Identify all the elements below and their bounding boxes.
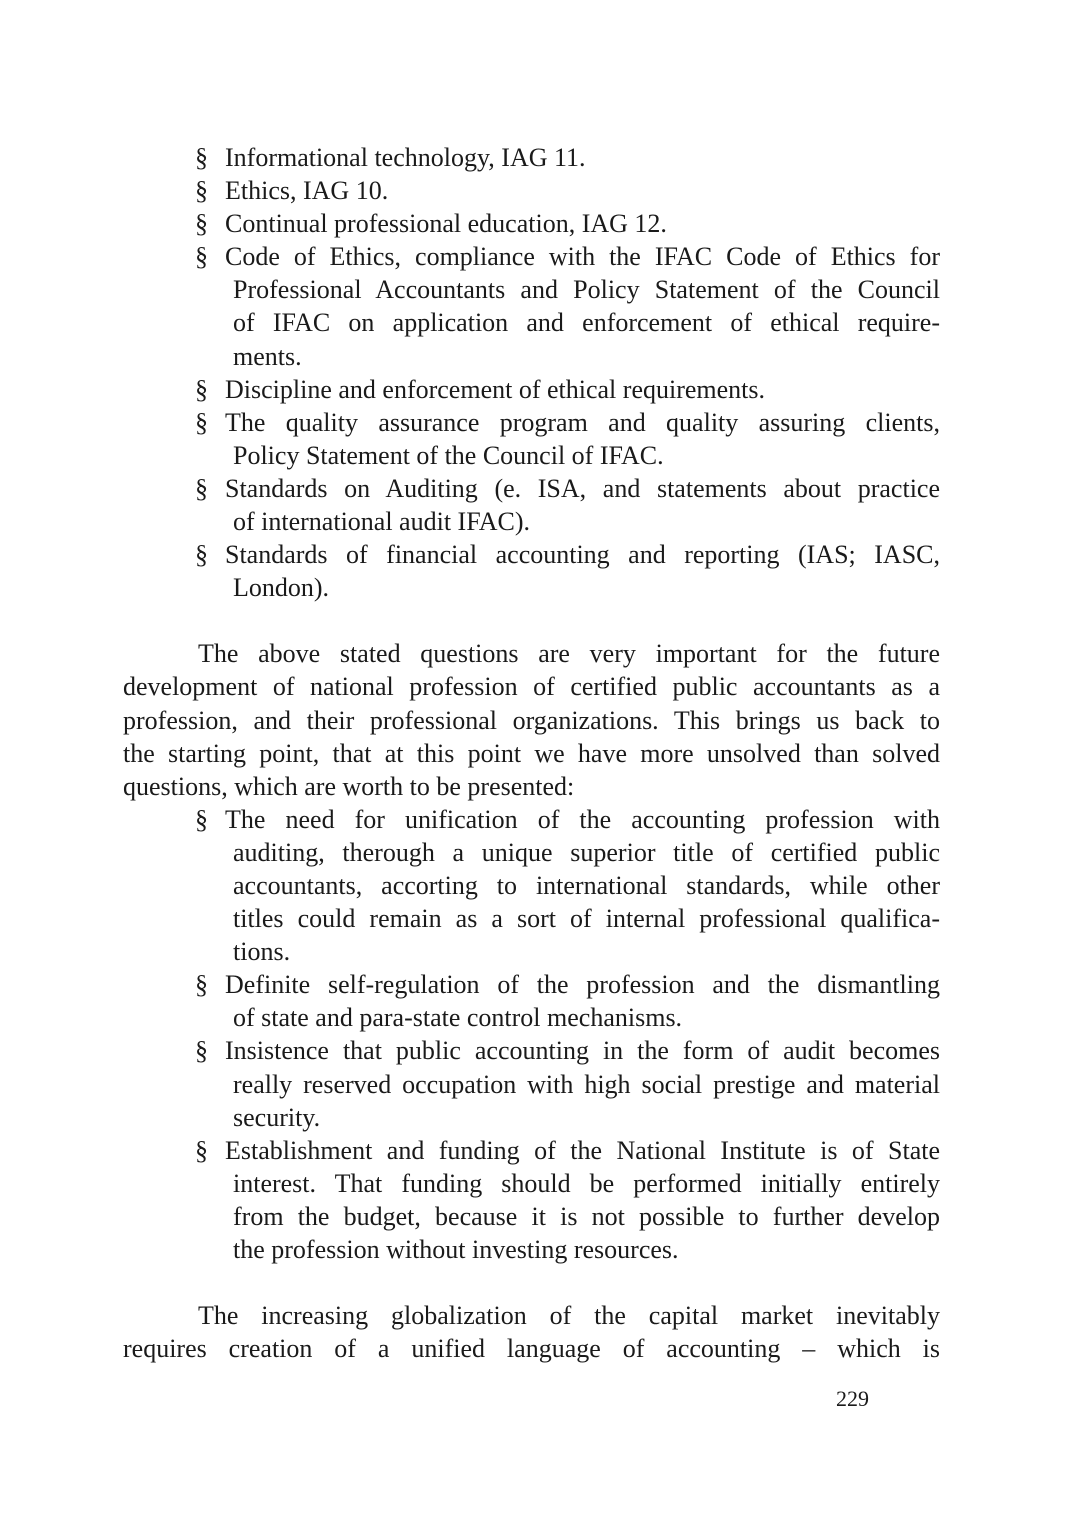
- bullet-list: [123, 803, 940, 1266]
- spacer: [123, 1266, 940, 1299]
- section-sign-icon: §: [195, 1036, 208, 1066]
- text-line: Establishment and funding of the National Institute is of State: [225, 1135, 940, 1165]
- list-item: [123, 406, 940, 472]
- text-line: Standards on Auditing (e. ISA, and statements about practice: [225, 473, 940, 503]
- text-line: the profession without investing resources.: [233, 1235, 679, 1264]
- text-line: questions, which are worth to be presented:: [123, 771, 575, 801]
- text-line: security.: [233, 1102, 321, 1132]
- text-line: from the budget, because it is not possible to further develop: [233, 1201, 940, 1231]
- text-line: of international audit IFAC).: [233, 507, 531, 537]
- list-item: [123, 1034, 940, 1133]
- text-line: development of national profession of certified public accountants as a: [123, 672, 940, 702]
- text-line: Continual professional education, IAG 12.: [225, 209, 667, 239]
- list-item: [123, 373, 940, 406]
- section-sign-icon: §: [195, 143, 208, 172]
- section-sign-icon: §: [195, 970, 208, 1000]
- list-item: [123, 803, 940, 968]
- section-sign-icon: §: [195, 374, 208, 404]
- text-line: the starting point, that at this point we have more unsolved than solved: [123, 738, 940, 768]
- text-line: Discipline and enforcement of ethical requirements.: [225, 374, 766, 404]
- section-sign-icon: §: [195, 242, 208, 272]
- text-line: requires creation of a unified language of accounting – which is: [123, 1334, 940, 1364]
- bullet-list: [123, 141, 940, 604]
- list-item: [123, 141, 940, 174]
- section-sign-icon: §: [195, 473, 208, 503]
- document-body: [123, 141, 940, 1365]
- text-line: Ethics, IAG 10.: [225, 176, 389, 206]
- text-line: Insistence that public accounting in the form of audit becomes: [225, 1036, 940, 1066]
- section-sign-icon: §: [195, 407, 208, 437]
- text-line: really reserved occupation with high social prestige and material: [233, 1069, 940, 1099]
- list-item: [123, 207, 940, 240]
- section-sign-icon: §: [195, 804, 208, 834]
- paragraph: [123, 637, 940, 802]
- list-item: [123, 472, 940, 538]
- text-line: titles could remain as a sort of internal professional qualifica-: [233, 904, 940, 934]
- text-line: profession, and their professional organizations. This brings us back to: [123, 705, 940, 735]
- text-line: The above stated questions are very important for the future: [198, 639, 940, 669]
- text-line: tions.: [233, 937, 291, 967]
- spacer: [123, 604, 940, 637]
- section-sign-icon: §: [195, 176, 208, 206]
- text-line: Code of Ethics, compliance with the IFAC Code of Ethics for: [225, 242, 940, 272]
- list-item: [123, 968, 940, 1034]
- paragraph: [123, 1299, 940, 1365]
- text-line: Informational technology, IAG 11.: [225, 143, 586, 172]
- text-line: Standards of financial accounting and reporting (IAS; IASC,: [225, 540, 940, 570]
- section-sign-icon: §: [195, 540, 208, 570]
- text-line: Definite self-regulation of the profession and the dismantling: [225, 970, 940, 1000]
- list-item: [123, 1134, 940, 1266]
- text-line: The increasing globalization of the capital market inevitably: [198, 1301, 940, 1331]
- text-line: The quality assurance program and quality assuring clients,: [225, 407, 940, 437]
- text-line: of IFAC on application and enforcement of ethical require-: [233, 308, 940, 338]
- text-line: of state and para-state control mechanisms.: [233, 1003, 683, 1033]
- list-item: [123, 538, 940, 604]
- section-sign-icon: §: [195, 209, 208, 239]
- list-item: [123, 174, 940, 207]
- text-line: London).: [233, 573, 330, 603]
- list-item: [123, 240, 940, 372]
- text-line: auditing, therough a unique superior title of certified public: [233, 837, 940, 867]
- text-line: ments.: [233, 341, 302, 371]
- text-line: interest. That funding should be performed initially entirely: [233, 1168, 940, 1198]
- text-line: The need for unification of the accounting profession with: [225, 804, 940, 834]
- section-sign-icon: §: [195, 1135, 208, 1165]
- text-line: accountants, accorting to international standards, while other: [233, 870, 940, 900]
- page-number: 229: [836, 1386, 869, 1411]
- text-line: Policy Statement of the Council of IFAC.: [233, 440, 664, 470]
- text-line: Professional Accountants and Policy Statement of the Council: [233, 275, 940, 305]
